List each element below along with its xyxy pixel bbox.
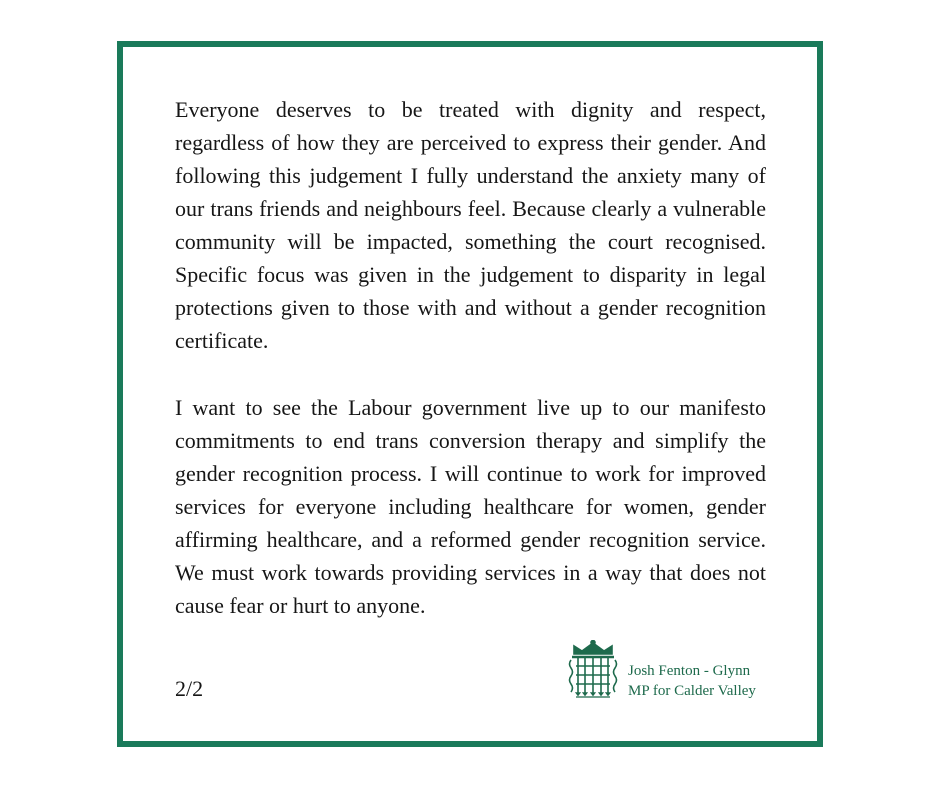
statement-paragraph-2: I want to see the Labour government live up to our manifesto commitments to end trans conversion therapy and simplify the gender recognition process. I will continue to work for improved services for everyone including healthcare for women, gender affirming healthcare, and a reformed gender recognition service. We must work towards providing services in a way that does not cause fear or hurt to anyone. [175, 395, 766, 618]
mp-constituency: MP for Calder Valley [628, 683, 756, 699]
portcullis-icon [568, 640, 618, 702]
statement-paragraph-1: Everyone deserves to be treated with dignity and respect, regardless of how they are perceived to express their gender. And following this judgement I fully understand the anxiety many of our trans friends and neighbours feel. Because clearly a vulnerable community will be impacted, something the court recognised. Specific focus was given in the judgement to disparity in legal protections given to those with and without a gender recognition certificate. [175, 97, 766, 353]
signature-block [628, 661, 756, 701]
mp-name: Josh Fenton - Glynn [628, 663, 751, 679]
page-number: 2/2 [175, 676, 204, 701]
